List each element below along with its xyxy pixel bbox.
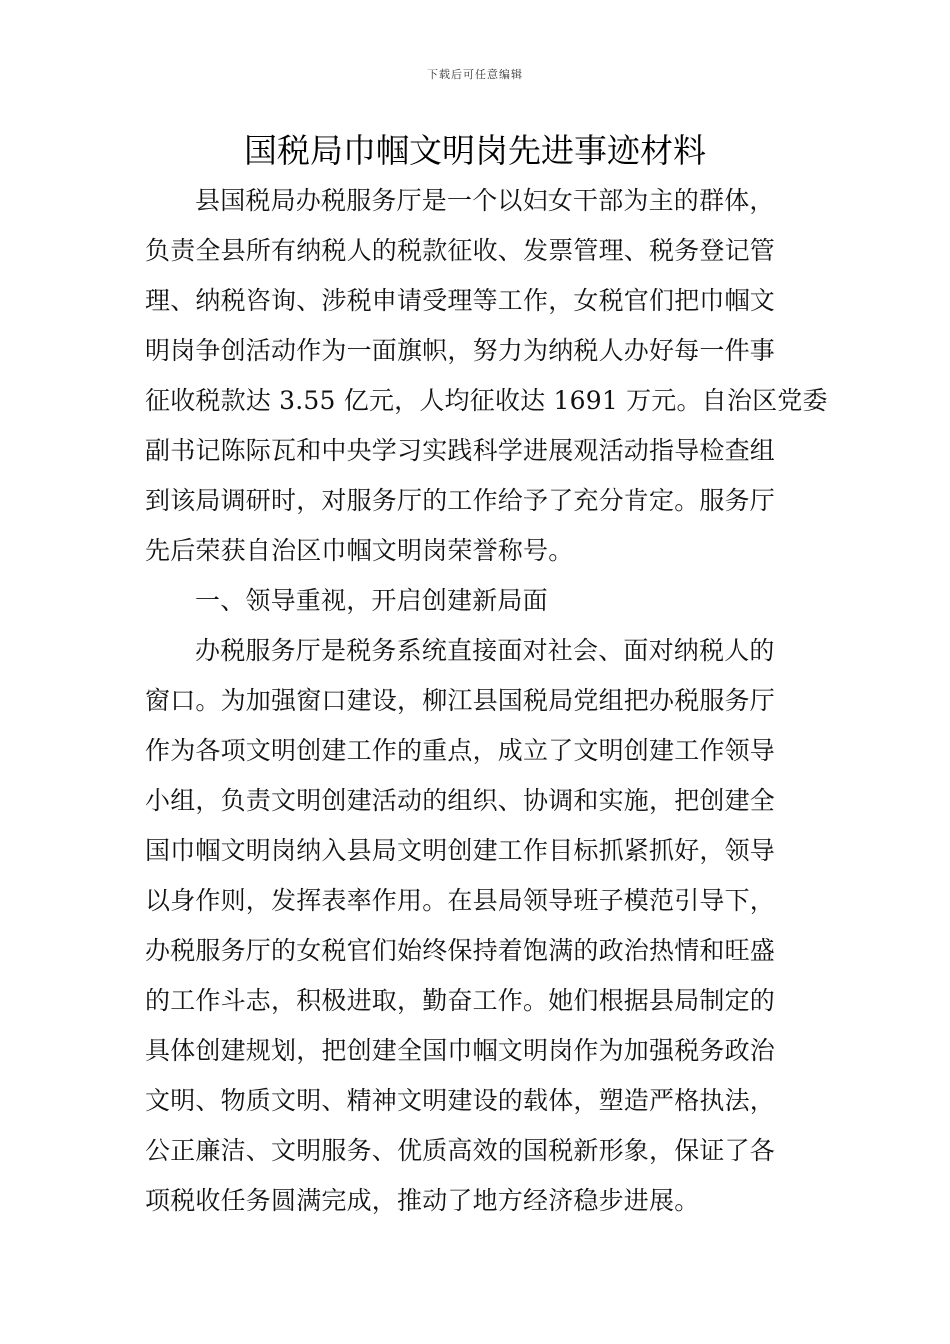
text-line: 公正廉洁、文明服务、优质高效的国税新形象，保证了各 bbox=[145, 1136, 776, 1165]
text-line: 办税服务厅是税务系统直接面对社会、面对纳税人的 bbox=[195, 636, 775, 665]
text-line: 作为各项文明创建工作的重点，成立了文明创建工作领导 bbox=[145, 736, 776, 765]
text-line: 具体创建规划，把创建全国巾帼文明岗作为加强税务政治 bbox=[145, 1036, 776, 1065]
text-line: 办税服务厅的女税官们始终保持着饱满的政治热情和旺盛 bbox=[145, 936, 776, 965]
text-line: 理、纳税咨询、涉税申请受理等工作，女税官们把巾帼文 bbox=[145, 286, 776, 315]
text-line: 先后荣获自治区巾帼文明岗荣誉称号。 bbox=[145, 536, 574, 565]
text-line: 以身作则，发挥表率作用。在县局领导班子模范引导下， bbox=[145, 886, 776, 915]
text-line: 负责全县所有纳税人的税款征收、发票管理、税务登记管 bbox=[145, 236, 776, 265]
document-body bbox=[145, 176, 828, 1226]
text-line: 明岗争创活动作为一面旗帜，努力为纳税人办好每一件事 bbox=[145, 336, 776, 365]
text-line: 县国税局办税服务厅是一个以妇女干部为主的群体， bbox=[195, 186, 775, 215]
header-note: 下载后可任意编辑 bbox=[427, 68, 523, 81]
text-line: 征收税款达 3.55 亿元，人均征收达 1691 万元。自治区党委 bbox=[145, 386, 828, 415]
text-line: 到该局调研时，对服务厅的工作给予了充分肯定。服务厅 bbox=[145, 486, 776, 515]
text-line: 窗口。为加强窗口建设，柳江县国税局党组把办税服务厅 bbox=[145, 686, 776, 715]
text-line: 国巾帼文明岗纳入县局文明创建工作目标抓紧抓好，领导 bbox=[145, 836, 776, 865]
text-line: 文明、物质文明、精神文明建设的载体，塑造严格执法， bbox=[145, 1086, 776, 1115]
text-line: 副书记陈际瓦和中央学习实践科学进展观活动指导检查组 bbox=[145, 436, 776, 465]
document-title: 国税局巾帼文明岗先进事迹材料 bbox=[244, 131, 706, 170]
text-line: 一、领导重视，开启创建新局面 bbox=[195, 586, 548, 615]
text-line: 项税收任务圆满完成，推动了地方经济稳步进展。 bbox=[145, 1186, 700, 1215]
text-line: 小组，负责文明创建活动的组织、协调和实施，把创建全 bbox=[145, 786, 776, 815]
text-line: 的工作斗志，积极进取，勤奋工作。她们根据县局制定的 bbox=[145, 986, 776, 1015]
